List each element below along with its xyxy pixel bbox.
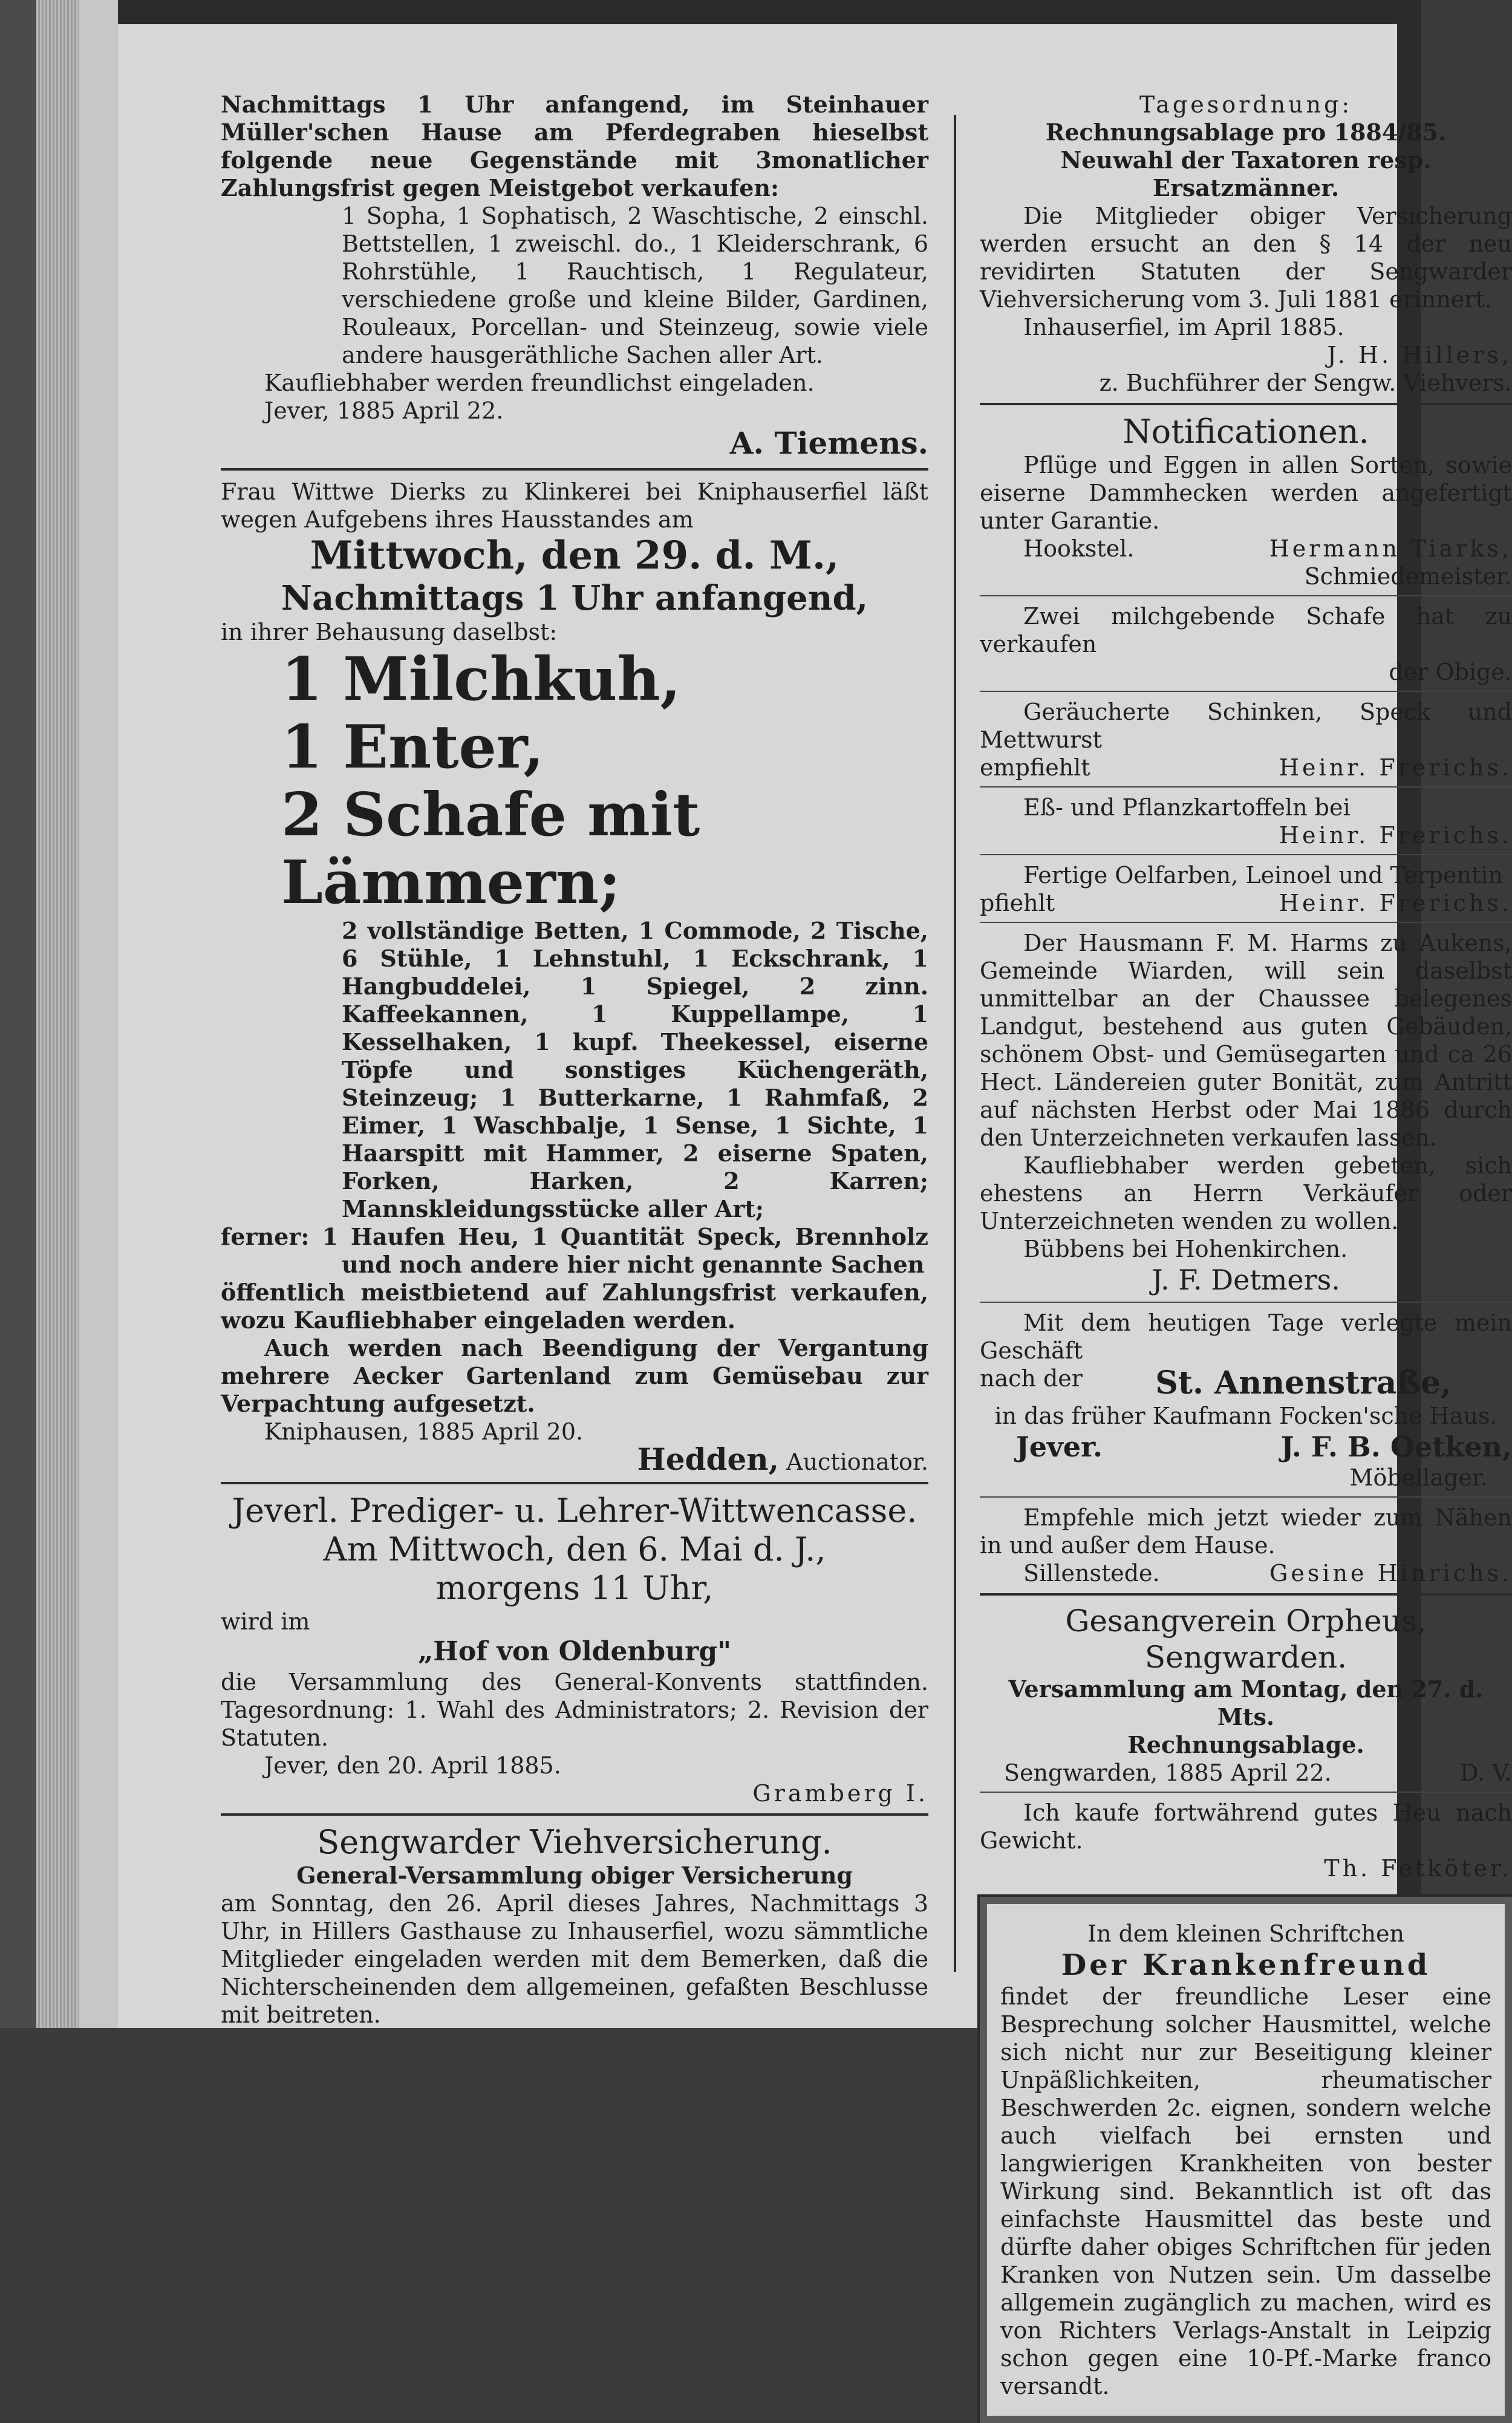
ham-lead: empfiehlt [980,754,1090,781]
dierks-time: Nachmittags 1 Uhr anfangend, [281,578,868,618]
auction-notice-dierks [221,478,928,1476]
ploughs-text: Pflüge und Eggen in allen Sorten, sowie eiserne Dammhecken werden angefertigt unter Garantie. [980,452,1512,534]
ploughs-signature-row [980,535,1512,563]
agenda-item-1: Rechnungsablage pro 1884/85. [1045,119,1447,146]
separator-rule [221,468,928,471]
potatoes-text: Eß- und Pflanzkartoffeln bei [1023,794,1351,821]
separator-rule [221,1482,928,1484]
book-edge-dark [0,0,36,2028]
auction-intro: Nachmittags 1 Uhr anfangend, im Steinhauer Müller'schen Hause am Pferdegraben hieselbst folgende neue Gegenstände mit 3monatlicher Zahlungsfrist gegen Meistgebot verkaufen: [221,91,928,201]
dierks-signature: Hedden, [637,1441,780,1477]
separator-thin [980,786,1512,788]
right-column [980,91,1512,2423]
book-page-stack [36,0,79,2028]
widow-fund-place-date: Jever, den 20. April 1885. [264,1752,561,1779]
paints-text: Fertige Oelfarben, Leinoel und Terpentin [1023,862,1503,889]
separator-rule [980,1593,1512,1596]
separator-rule [980,403,1512,405]
relocation-place: Jever. [1016,1430,1103,1463]
widow-fund-venue: „Hof von Oldenburg" [417,1636,732,1667]
choir-sub: Rechnungsablage. [1127,1731,1364,1758]
boxed-intro: In dem kleinen Schriftchen [1087,1920,1404,1947]
choir-place-date: Sengwarden, 1885 April 22. [1004,1759,1332,1786]
auction-notice-tiemens [221,91,928,462]
sheep-signature: der Obige. [1389,659,1512,685]
paints-signature: Heinr. Frerichs. [1279,890,1512,916]
paints-signature-row [980,889,1512,917]
dierks-place: in ihrer Behausung daselbst: [221,619,558,645]
ploughs-signature: Hermann Tiarks, [1269,535,1512,562]
relocation-signature-row [980,1430,1512,1464]
column-divider [954,115,956,1972]
widow-fund-day: Am Mittwoch, den 6. Mai d. J., [323,1530,826,1568]
insurance-agenda-notice [980,91,1512,397]
krankenfreund-boxed-ad [980,1897,1512,2423]
notice-choir [980,1603,1512,1787]
notice-sewing [980,1504,1512,1587]
ploughs-place: Hookstel. [1023,535,1135,562]
insurance-title: Sengwarder Viehversicherung. [317,1823,832,1861]
ham-text: Geräucherte Schinken, Speck und Mettwurst [980,699,1512,753]
dierks-lot-1: 1 Milchkuh, [281,645,681,714]
boxed-title: Der Krankenfreund [1061,1948,1431,1982]
livestock-insurance-notice [221,1823,928,2029]
dierks-extra: Auch werden nach Beendigung der Vergantung mehrere Aecker Gartenland zum Gemüsebau zur Verpachtung aufgesetzt. [221,1334,928,1417]
sheep-text: Zwei milchgebende Schafe hat zu verkaufen [980,603,1512,657]
relocation-street: St. Annenstraße, [1155,1365,1452,1401]
hay-text: Ich kaufe fortwährend gutes Heu nach Gewicht. [980,1799,1512,1854]
agenda-signature-role: z. Buchführer der Sengw. Viehvers. [1099,370,1512,396]
sewing-place: Sillenstede. [1023,1560,1160,1587]
notice-hay [980,1799,1512,1882]
hay-signature: Th. Fetköter. [1324,1855,1512,1882]
sewing-text: Empfehle mich jetzt wieder zum Nähen in und außer dem Hause. [980,1504,1512,1559]
dierks-intro: Frau Wittwe Dierks zu Klinkerei bei Kniphauserfiel läßt wegen Aufgebens ihres Hausstandes am [221,478,928,533]
dierks-place-date: Kniphausen, 1885 April 20. [264,1418,584,1445]
paints-lead: pfiehlt [980,890,1055,916]
book-page-margin [79,0,118,2028]
insurance-text: am Sonntag, den 26. April dieses Jahres, Nachmittags 3 Uhr, in Hillers Gasthause zu Inhauserfiel, wozu sämmtliche Mitglieder eingeladen werden mit dem Bemerken, daß die Nichterscheinenden dem allgemeinen, gefaßten Beschlusse mit beitreten. [221,1890,928,2028]
choir-text: Versammlung am Montag, den 27. d. Mts. [1008,1675,1484,1730]
agenda-signature: J. H. Hillers, [1327,342,1512,368]
separator-rule [221,1813,928,1816]
sewing-signature: Gesine Hinrichs. [1269,1560,1512,1587]
dierks-ferner: ferner: 1 Haufen Heu, 1 Quantität Speck, Brennholz und noch andere hier nicht genannte Sachen [221,1223,928,1278]
relocation-signature: J. F. B. Oetken, [1280,1430,1512,1463]
dierks-lot-2: 1 Enter, [281,713,544,782]
separator-thin [980,691,1512,692]
dierks-lot-3: 2 Schafe mit Lämmern; [281,780,700,918]
notice-ham [980,698,1512,781]
estate-signature: J. F. Detmers. [1152,1264,1340,1296]
dierks-items: 2 vollständige Betten, 1 Commode, 2 Tische, 6 Stühle, 1 Lehnstuhl, 1 Eckschrank, 1 Hangbuddelei, 1 Spiegel, 2 zinn. Kaffeekannen, 1 Kuppellampe, 1 Kesselhaken, 1 kupf. Theekessel, eiserne Töpfe und sonstiges Küchengeräth, Steinzeug; 1 Butterkarne, 1 Rahmfaß, 2 Eimer, 1 Waschbalje, 1 Sense, 1 Sichte, 1 Haarspitt mit Hammer, 2 eiserne Spaten, Forken, Harken, 2 Karren; Mannskleidungsstücke aller Art; [342,917,928,1222]
choir-signature-row [980,1759,1512,1787]
relocation-lead: nach der [980,1365,1083,1392]
notifications-title: Notificationen. [1123,413,1369,451]
relocation-text: Mit dem heutigen Tage verlegte mein Geschäft [980,1309,1512,1364]
estate-text: Der Hausmann F. M. Harms zu Aukens, Gemeinde Wiarden, will sein daselbst unmittelbar an der Chaussee belegenes Landgut, bestehend aus guten Gebäuden, schönem Obst- und Gemüsegarten und ca 26 Hect. Ländereien guter Bonität, zum Antritt auf nächsten Herbst oder Mai 1886 durch den Unterzeichneten verkaufen lassen. [980,930,1512,1151]
separator-thin [980,1302,1512,1303]
newspaper-page [118,24,1512,2399]
widow-fund-notice [221,1492,928,1807]
notice-potatoes [980,794,1512,849]
separator-thin [980,595,1512,596]
relocation-role: Möbellager. [1349,1464,1488,1491]
estate-invite: Kaufliebhaber werden gebeten, sich ehestens an Herrn Verkäufer oder Unterzeichneten wenden zu wollen. [980,1152,1512,1234]
choir-signature: D. V. [1459,1759,1512,1786]
widow-fund-time: morgens 11 Uhr, [435,1569,714,1607]
estate-place: Bübbens bei Hohenkirchen. [1023,1236,1348,1262]
choir-title: Gesangverein Orpheus, Sengwarden. [1065,1603,1427,1675]
boxed-text: findet der freundliche Leser eine Besprechung solcher Hausmittel, welche sich nicht nur zur Beseitigung kleiner Unpäßlichkeiten, rheumatischer Beschwerden 2c. eignen, sondern welche auch vielfach bei ernsten und langwierigen Krankheiten von bester Wirkung sind. Bekanntlich ist oft das einfachste Hausmittel das beste und dürfte daher obiges Schriftchen für jeden Kranken von Nutzen sein. Um dasselbe allgemein zugänglich zu machen, wird es von Richters Verlags-Anstalt in Leipzig schon gegen eine 10-Pf.-Marke franco versandt. [1000,1983,1491,2399]
auction-place-date: Jever, 1885 April 22. [264,397,504,424]
notice-ploughs [980,451,1512,590]
notice-relocation [980,1309,1512,1492]
auction-signature: A. Tiemens. [729,425,928,461]
agenda-label: Tagesordnung: [1139,91,1353,118]
ploughs-role: Schmiedemeister. [1304,563,1512,590]
ham-signature-row [980,754,1512,781]
sewing-signature-row [980,1559,1512,1587]
agenda-text: Die Mitglieder obiger Versicherung werden ersucht an den § 14 der neu revidirten Statuten der Sengwarder Viehversicherung vom 3. Juli 1881 erinnert. [980,203,1512,313]
separator-thin [980,1792,1512,1793]
agenda-item-2: Neuwahl der Taxatoren resp. Ersatzmänner. [1060,146,1432,201]
insurance-heading: General-Versammlung obiger Versicherung [296,1862,853,1889]
potatoes-signature: Heinr. Frerichs. [1279,822,1512,849]
dierks-signature-role: Auctionator. [786,1449,928,1475]
separator-thin [980,1496,1512,1498]
dierks-sale: öffentlich meistbietend auf Zahlungsfrist verkaufen, wozu Kaufliebhaber eingeladen werden. [221,1279,928,1334]
widow-fund-title: Jeverl. Prediger- u. Lehrer-Wittwencasse. [232,1492,917,1530]
ham-signature: Heinr. Frerichs. [1279,754,1512,781]
separator-thin [980,854,1512,855]
notice-sheep [980,602,1512,686]
relocation-street-row [980,1365,1512,1402]
left-column [221,91,928,2029]
auction-items: 1 Sopha, 1 Sophatisch, 2 Waschtische, 2 einschl. Bettstellen, 1 zweischl. do., 1 Kleiderschrank, 6 Rohrstühle, 1 Rauchtisch, 1 Regulateur, verschiedene große und kleine Bilder, Gardinen, Rouleaux, Porcellan- und Steinzeug, sowie viele andere hausgeräthliche Sachen aller Art. [342,203,928,368]
widow-fund-wird-im: wird im [221,1608,310,1635]
auction-invite: Kaufliebhaber werden freundlichst eingeladen. [264,370,815,396]
widow-fund-signature: Gramberg I. [752,1780,928,1807]
notice-paints [980,861,1512,917]
widow-fund-text: die Versammlung des General-Konvents stattfinden. Tagesordnung: 1. Wahl des Administrators; 2. Revision der Statuten. [221,1669,928,1751]
notice-estate-sale [980,929,1512,1297]
separator-thin [980,922,1512,923]
agenda-place-date: Inhauserfiel, im April 1885. [1023,314,1344,341]
relocation-detail: in das früher Kaufmann Focken'sche Haus. [994,1403,1497,1429]
dierks-signature-line [221,1441,928,1477]
dierks-day: Mittwoch, den 29. d. M., [310,533,839,578]
